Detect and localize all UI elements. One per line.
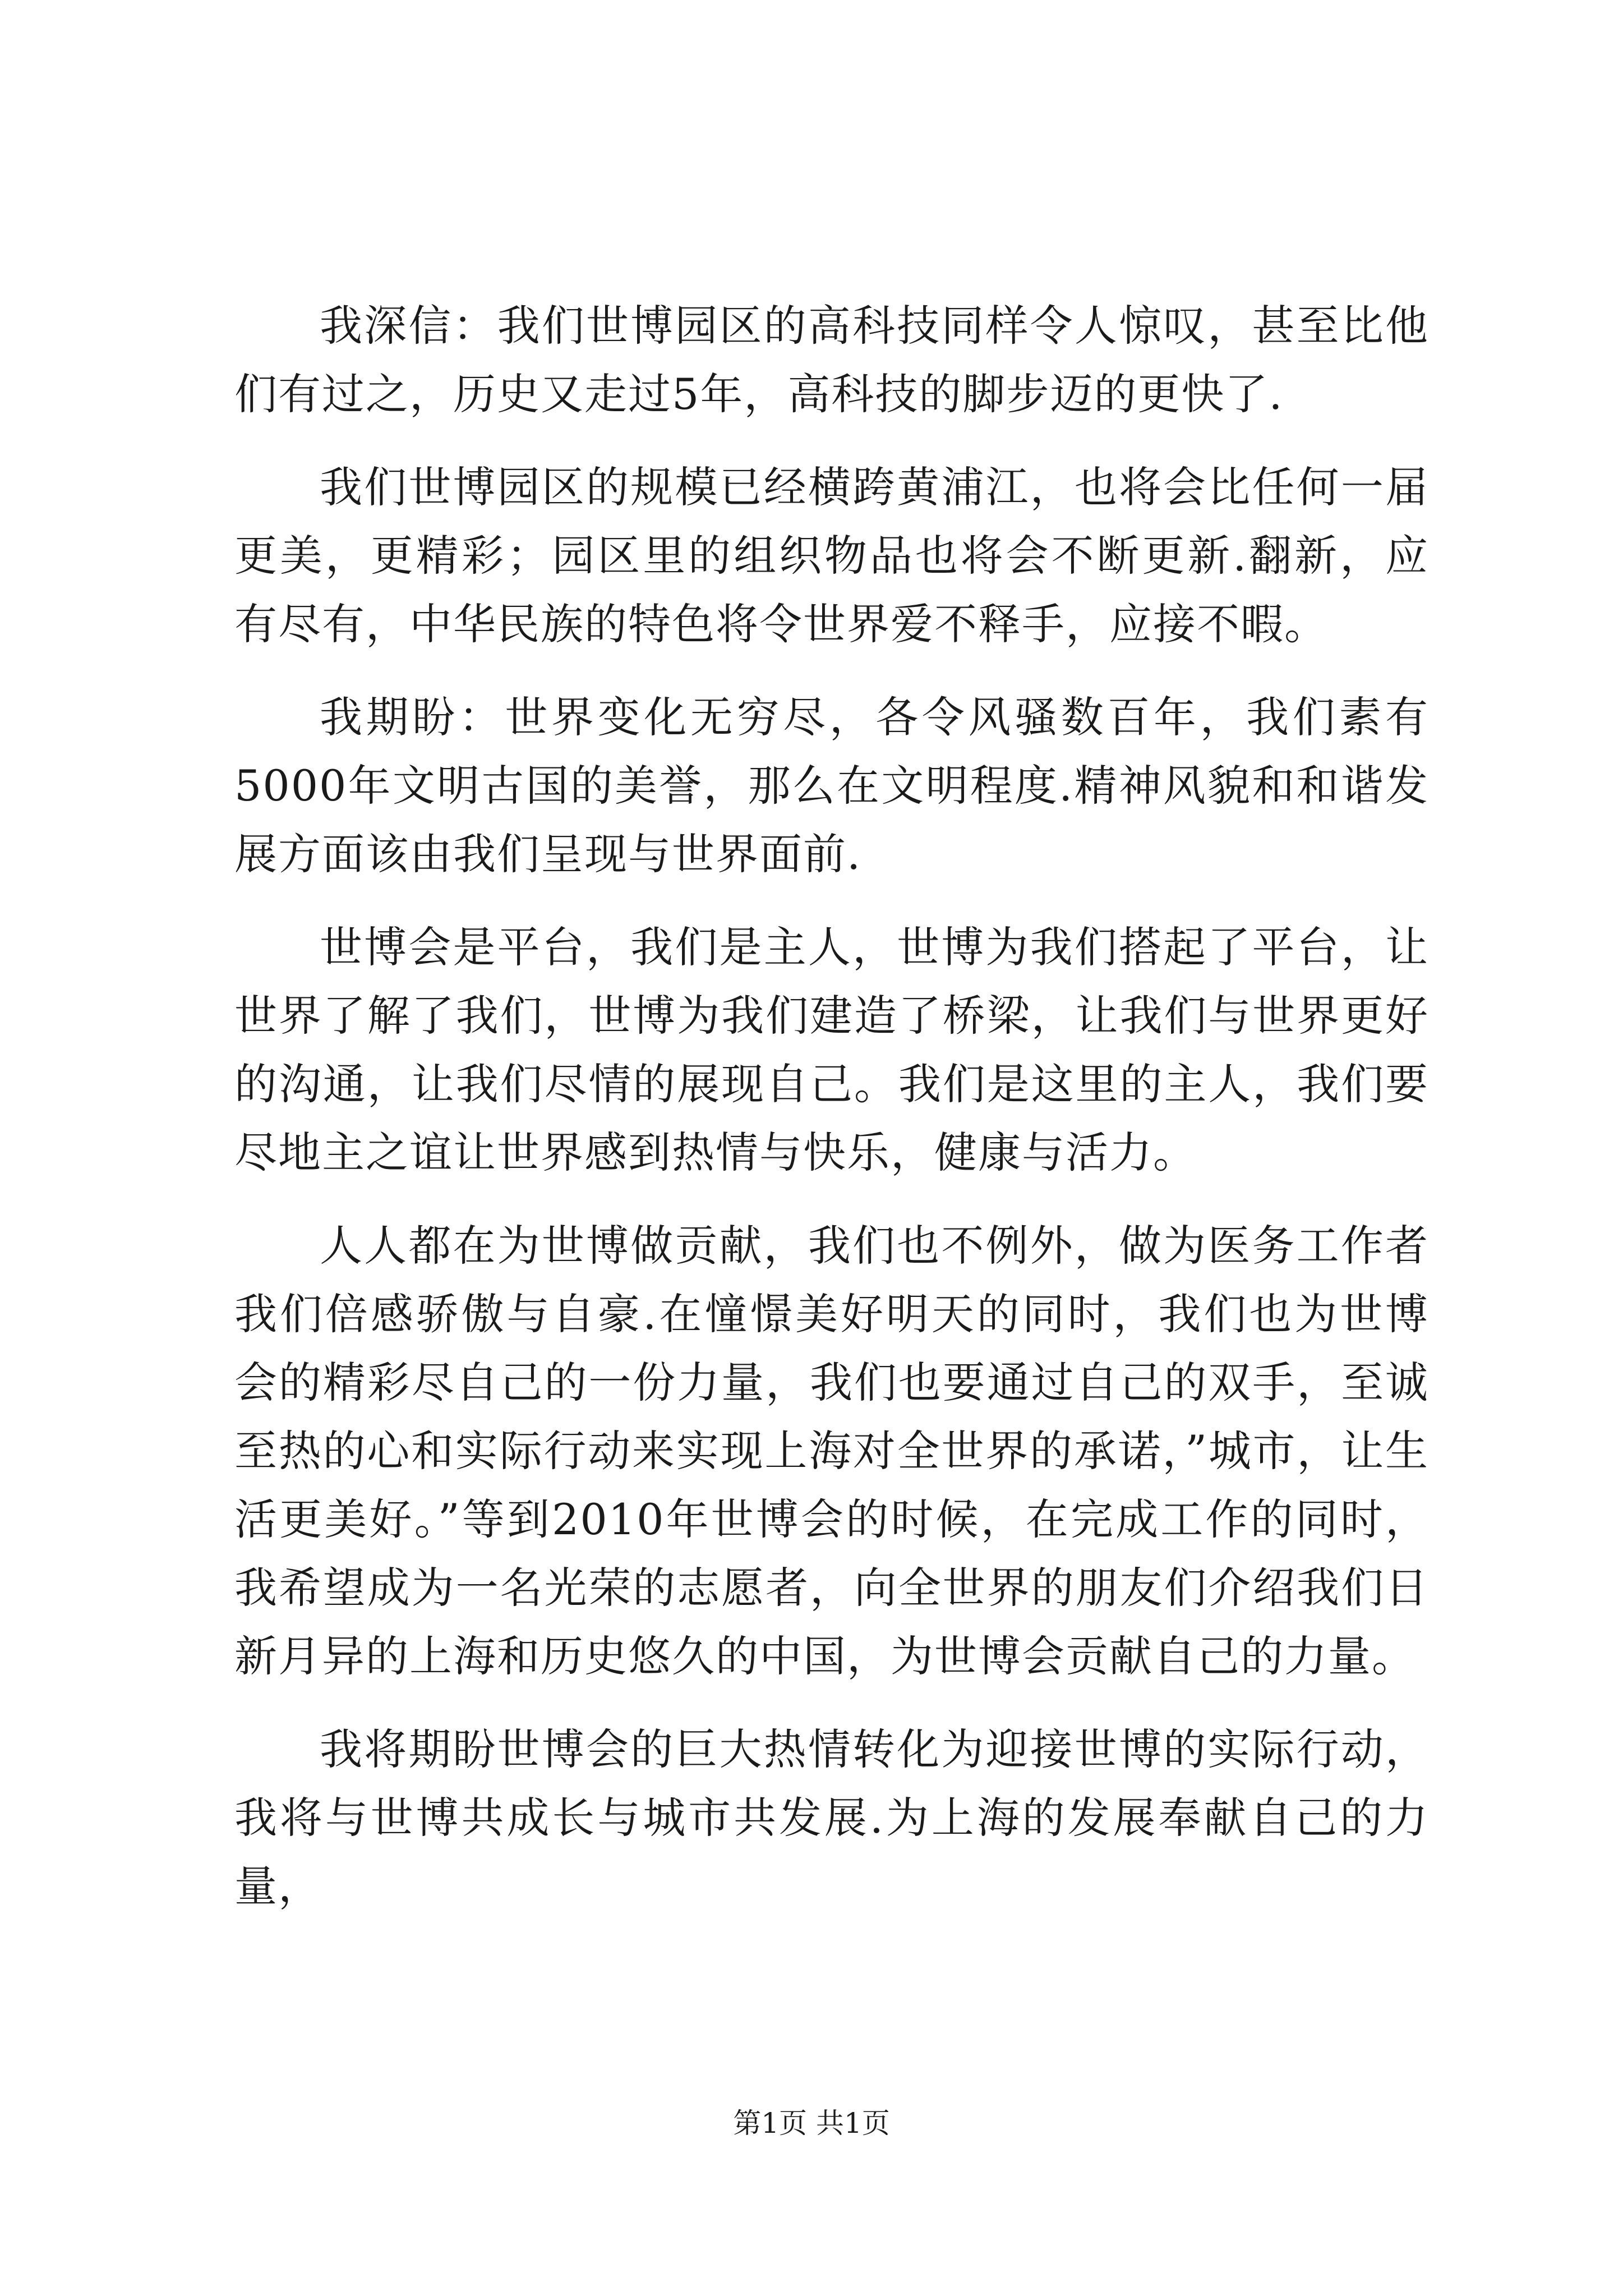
paragraph: 我期盼：世界变化无穷尽，各令风骚数百年，我们素有5000年文明古国的美誉，那么在文明程度.精神风貌和和谐发展方面该由我们呈现与世界面前. <box>234 692 1429 879</box>
page-footer: 第1页 共1页 <box>733 2107 890 2139</box>
paragraph: 我将期盼世博会的巨大热情转化为迎接世博的实际行动，我将与世博共成长与城市共发展.为上海的发展奉献自己的力量， <box>234 1724 1429 1911</box>
paragraph: 世博会是平台，我们是主人，世博为我们搭起了平台，让世界了解了我们，世博为我们建造了桥梁，让我们与世界更好的沟通，让我们尽情的展现自己。我们是这里的主人，我们要尽地主之谊让世界感到热情与快乐，健康与活力。 <box>234 922 1429 1177</box>
paragraph: 人人都在为世博做贡献，我们也不例外，做为医务工作者我们倍感骄傲与自豪.在憧憬美好明天的同时，我们也为世博会的精彩尽自己的一份力量，我们也要通过自己的双手，至诚至热的心和实际行动来实现上海对全世界的承诺，”城市，让生活更美好。”等到2010年世博会的时候，在完成工作的同时，我希望成为一名光荣的志愿者，向全世界的朋友们介绍我们日新月异的上海和历史悠久的中国，为世博会贡献自己的力量。 <box>234 1221 1429 1681</box>
paragraph: 我深信：我们世博园区的高科技同样令人惊叹，甚至比他们有过之，历史又走过5年，高科技的脚步迈的更快了. <box>234 301 1429 419</box>
paragraph: 我们世博园区的规模已经横跨黄浦江，也将会比任何一届更美，更精彩；园区里的组织物品也将会不断更新.翻新，应有尽有，中华民族的特色将令世界爱不释手，应接不暇。 <box>234 462 1429 649</box>
document-body <box>234 292 1429 1945</box>
